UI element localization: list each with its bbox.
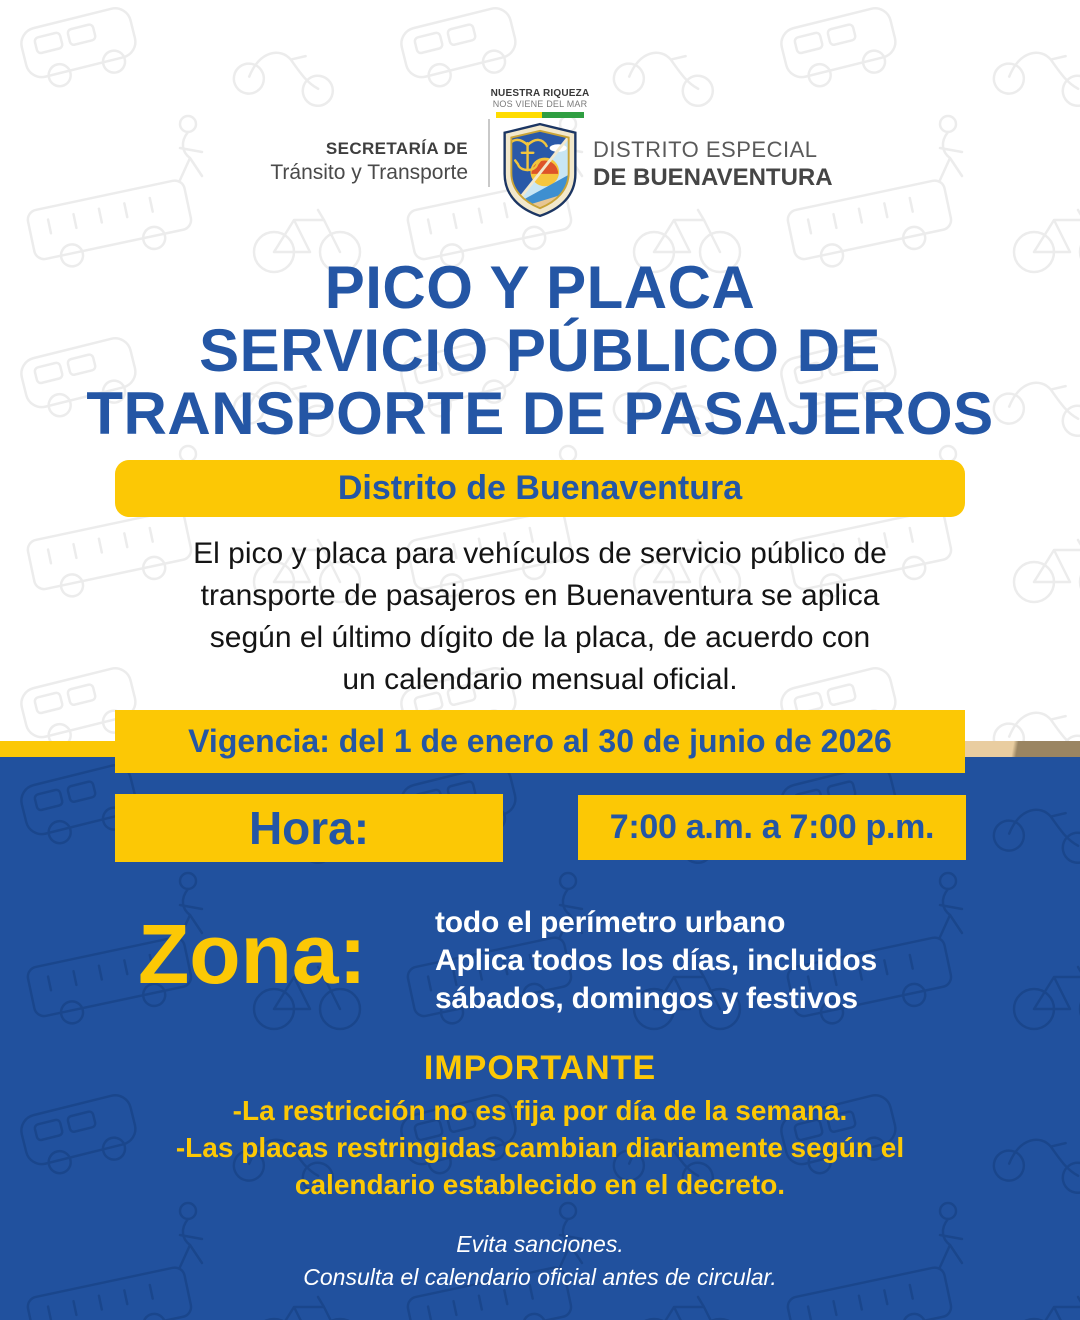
importante-line3: calendario establecido en el decreto. xyxy=(294,1169,786,1200)
crest-motto-line2: NOS VIENE DEL MAR xyxy=(492,99,588,109)
shield-crest-icon xyxy=(497,122,583,218)
importante-title: IMPORTANTE xyxy=(423,1049,657,1087)
crest-motto-bar xyxy=(496,112,584,118)
intro-line4: un calendario mensual oficial. xyxy=(342,663,738,696)
zona-line2: Aplica todos los días, incluidos xyxy=(435,944,878,977)
intro-line1: El pico y placa para vehículos de servicio público de xyxy=(193,537,887,570)
zona-label: Zona: xyxy=(138,907,367,1001)
importante-notes xyxy=(0,1092,1080,1203)
district-banner: Distrito de Buenaventura xyxy=(115,460,965,517)
district-line2: DE BUENAVENTURA xyxy=(593,164,833,191)
intro-paragraph xyxy=(0,533,1080,701)
footer-note xyxy=(0,1228,1080,1294)
intro-line3: según el último dígito de la placa, de acuerdo con xyxy=(209,621,871,654)
title-line3: TRANSPORTE DE PASAJEROS xyxy=(86,380,994,447)
crest-motto-line1: NUESTRA RIQUEZA xyxy=(490,88,590,99)
hora-value-box: 7:00 a.m. a 7:00 p.m. xyxy=(578,795,966,860)
page-title xyxy=(0,256,1080,445)
title-line2: SERVICIO PÚBLICO DE xyxy=(199,317,881,384)
footer-line1: Evita sanciones. xyxy=(456,1231,624,1257)
intro-line2: transporte de pasajeros en Buenaventura se aplica xyxy=(200,579,880,612)
importante-line2: -Las placas restringidas cambian diariamente según el xyxy=(175,1132,905,1163)
district-line1: DISTRITO ESPECIAL xyxy=(593,137,818,162)
secretaria-logo-text xyxy=(270,139,468,185)
zona-line3: sábados, domingos y festivos xyxy=(435,982,858,1015)
vigencia-banner: Vigencia: del 1 de enero al 30 de junio de 2026 xyxy=(115,710,965,773)
secretaria-line2: Tránsito y Transporte xyxy=(270,161,468,184)
secretaria-line1: SECRETARÍA DE xyxy=(325,139,468,158)
left-yellow-stripe xyxy=(0,741,116,757)
title-line1: PICO Y PLACA xyxy=(324,254,756,321)
right-tan-stripe xyxy=(964,741,1080,757)
footer-line2: Consulta el calendario oficial antes de circular. xyxy=(303,1264,777,1290)
district-logo-text xyxy=(593,137,833,192)
zona-description xyxy=(435,904,877,1018)
hora-label-box: Hora: xyxy=(115,794,503,862)
importante-line1: -La restricción no es fija por día de la semana. xyxy=(232,1095,848,1126)
buenaventura-crest xyxy=(475,88,605,218)
zona-line1: todo el perímetro urbano xyxy=(435,906,786,939)
